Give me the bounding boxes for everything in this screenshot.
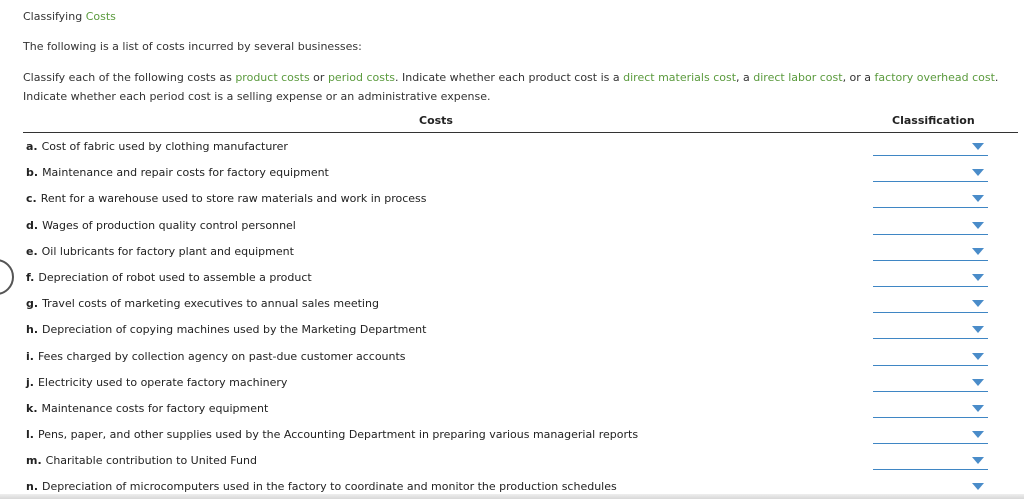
instr-text-2: or <box>309 71 328 84</box>
classification-dropdown[interactable] <box>873 348 988 366</box>
direct-labor-link[interactable]: direct labor cost <box>753 71 843 84</box>
instr-text-6: . Indicate whether each period cost is a selling expense or an administrative expense. <box>23 71 999 103</box>
row-letter: l. <box>26 428 34 442</box>
classification-dropdown[interactable] <box>873 374 988 392</box>
row-text: Depreciation of microcomputers used in the factory to coordinate and monitor the production schedules <box>42 480 617 494</box>
chevron-down-icon[interactable] <box>972 353 984 360</box>
factory-overhead-link[interactable]: factory overhead cost <box>874 71 995 84</box>
classification-dropdown[interactable] <box>873 190 988 208</box>
cost-description <box>26 166 329 179</box>
chevron-down-icon[interactable] <box>972 248 984 255</box>
cost-description <box>26 454 257 467</box>
row-text: Cost of fabric used by clothing manufacturer <box>41 140 288 153</box>
chevron-down-icon[interactable] <box>972 405 984 412</box>
cost-table-body <box>0 134 1024 499</box>
classification-dropdown[interactable] <box>873 269 988 287</box>
row-letter: e. <box>26 244 38 258</box>
row-text: Fees charged by collection agency on past-due customer accounts <box>37 349 406 363</box>
chevron-down-icon[interactable] <box>972 195 984 202</box>
row-text: Charitable contribution to United Fund <box>45 454 257 468</box>
cost-description <box>26 323 426 336</box>
row-letter: j. <box>26 375 34 389</box>
row-letter: a. <box>26 140 38 153</box>
classification-dropdown[interactable] <box>873 426 988 444</box>
table-row <box>0 134 1024 160</box>
classification-dropdown[interactable] <box>873 164 988 182</box>
row-letter: k. <box>26 401 38 415</box>
classification-dropdown[interactable] <box>873 295 988 313</box>
chevron-down-icon[interactable] <box>972 222 984 229</box>
cost-description <box>26 402 268 415</box>
table-row <box>0 265 1024 291</box>
product-costs-link[interactable]: product costs <box>235 71 310 84</box>
cost-description <box>26 297 379 310</box>
table-row <box>0 160 1024 186</box>
row-text: Maintenance costs for factory equipment <box>41 401 269 415</box>
cost-description <box>26 245 294 258</box>
row-letter: f. <box>26 270 35 284</box>
classification-dropdown[interactable] <box>873 243 988 261</box>
table-row <box>0 344 1024 370</box>
title-prefix: Classifying <box>23 10 86 23</box>
row-text: Depreciation of robot used to assemble a product <box>38 270 312 284</box>
row-text: Maintenance and repair costs for factory equipment <box>42 166 329 180</box>
row-letter: n. <box>26 480 39 494</box>
direct-materials-link[interactable]: direct materials cost <box>623 71 737 84</box>
instr-text-4: , a <box>736 71 754 84</box>
row-letter: b. <box>26 166 39 180</box>
chevron-down-icon[interactable] <box>972 274 984 281</box>
chevron-down-icon[interactable] <box>972 457 984 464</box>
cost-description <box>26 480 617 493</box>
row-text: Electricity used to operate factory machinery <box>37 375 288 389</box>
row-text: Rent for a warehouse used to store raw materials and work in process <box>40 192 427 206</box>
row-letter: i. <box>26 349 34 363</box>
page-title <box>23 10 116 23</box>
classification-dropdown[interactable] <box>873 138 988 156</box>
classification-dropdown[interactable] <box>873 400 988 418</box>
row-text: Wages of production quality control personnel <box>42 218 296 232</box>
row-text: Oil lubricants for factory plant and equipment <box>41 244 294 258</box>
table-row <box>0 186 1024 212</box>
row-letter: g. <box>26 297 39 311</box>
chevron-down-icon[interactable] <box>972 483 984 490</box>
column-header-classification: Classification <box>892 114 975 127</box>
cost-description <box>26 140 288 153</box>
row-text: Pens, paper, and other supplies used by the Accounting Department in preparing various managerial reports <box>37 428 639 442</box>
row-letter: c. <box>26 192 37 206</box>
chevron-down-icon[interactable] <box>972 431 984 438</box>
cost-description <box>26 219 296 232</box>
chevron-down-icon[interactable] <box>972 326 984 333</box>
table-header <box>23 114 1018 133</box>
table-row <box>0 396 1024 422</box>
table-row <box>0 213 1024 239</box>
chevron-down-icon[interactable] <box>972 169 984 176</box>
intro-text: The following is a list of costs incurred by several businesses: <box>23 40 362 53</box>
table-row <box>0 317 1024 343</box>
title-costs-link[interactable]: Costs <box>85 10 116 23</box>
table-row <box>0 370 1024 396</box>
bottom-scroll-edge <box>0 494 1024 499</box>
row-letter: h. <box>26 323 39 337</box>
instr-text-5: , or a <box>842 71 875 84</box>
cost-description <box>26 271 312 284</box>
row-letter: d. <box>26 218 39 232</box>
row-text: Travel costs of marketing executives to annual sales meeting <box>42 297 379 311</box>
column-header-costs: Costs <box>419 114 453 127</box>
chevron-down-icon[interactable] <box>972 379 984 386</box>
cost-description <box>26 350 406 363</box>
table-row <box>0 448 1024 474</box>
cost-description <box>26 376 287 389</box>
instr-text-3: . Indicate whether each product cost is a <box>395 71 624 84</box>
row-letter: m. <box>26 454 42 468</box>
chevron-down-icon[interactable] <box>972 300 984 307</box>
classification-dropdown[interactable] <box>873 452 988 470</box>
instructions <box>23 68 1008 106</box>
table-row <box>0 291 1024 317</box>
classification-dropdown[interactable] <box>873 217 988 235</box>
period-costs-link[interactable]: period costs <box>327 71 396 84</box>
table-row <box>0 422 1024 448</box>
cost-description <box>26 428 638 441</box>
instr-text-1: Classify each of the following costs as <box>23 71 236 84</box>
cost-description <box>26 192 427 205</box>
table-row <box>0 239 1024 265</box>
classification-dropdown[interactable] <box>873 321 988 339</box>
row-text: Depreciation of copying machines used by the Marketing Department <box>42 323 427 337</box>
chevron-down-icon[interactable] <box>972 143 984 150</box>
